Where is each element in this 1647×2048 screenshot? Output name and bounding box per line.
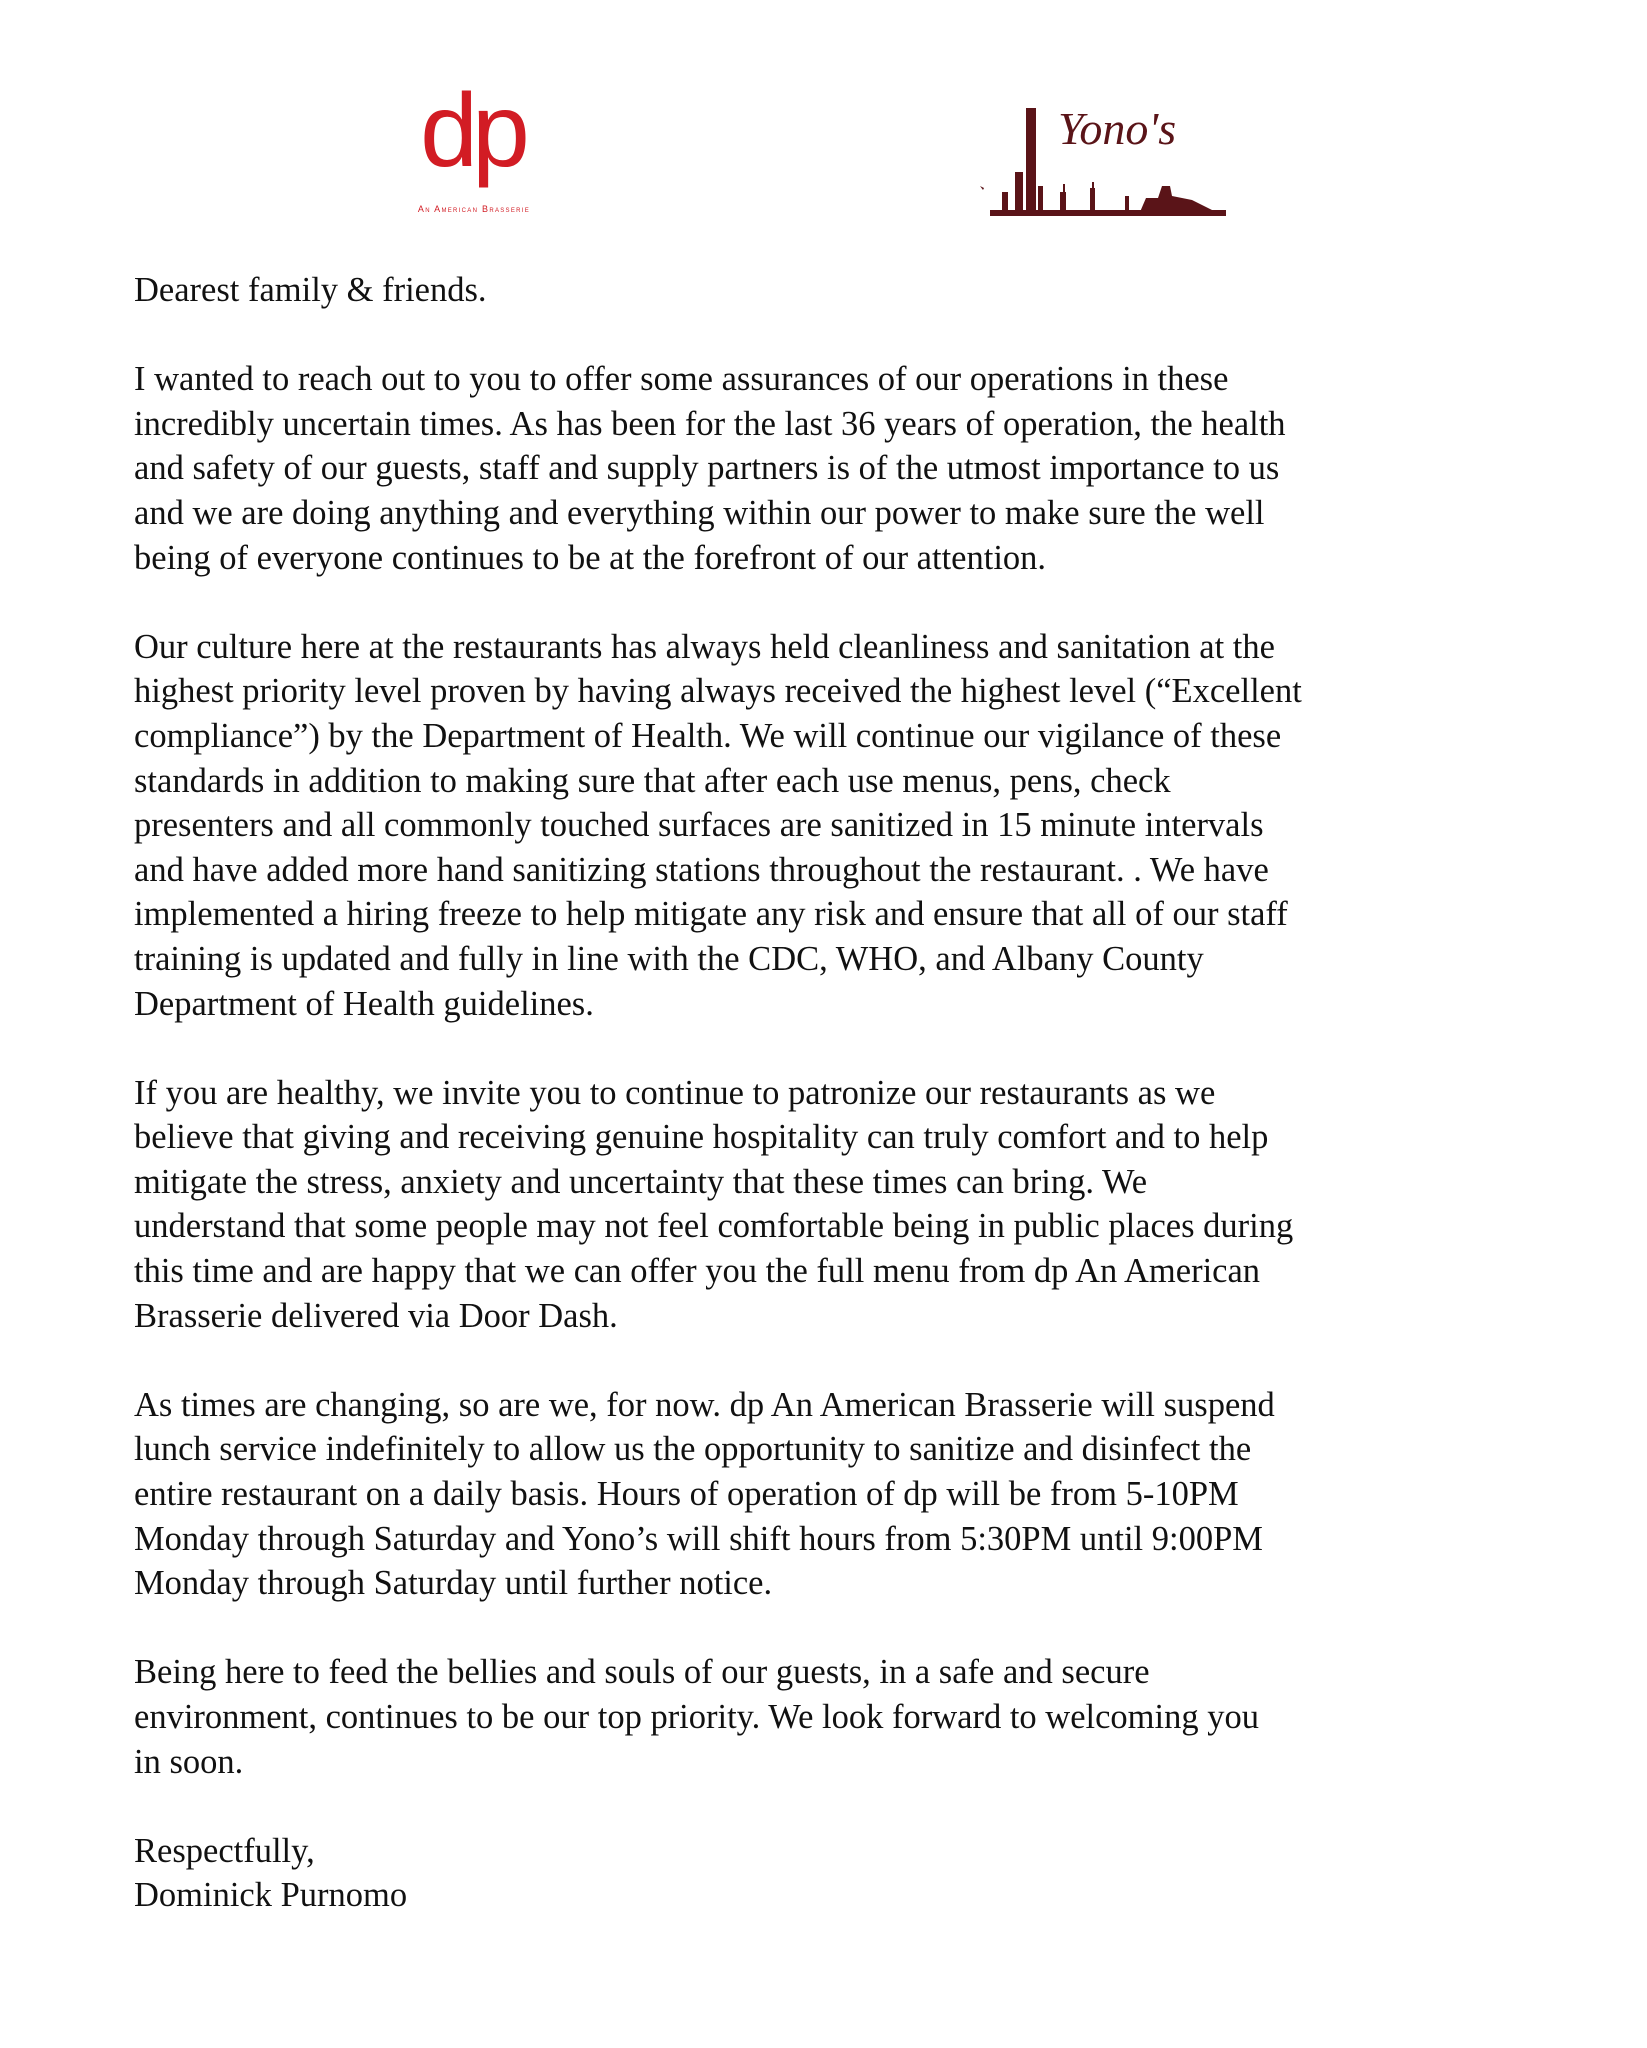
letter-closing-block	[134, 1829, 1524, 1918]
yonos-logo-script: Yono's	[1058, 103, 1177, 154]
letter-signature: Dominick Purnomo	[134, 1876, 408, 1915]
dp-logo-tagline: An American Brasserie	[417, 204, 531, 214]
letter-paragraph-culture: Our culture here at the restaurants has always held cleanliness and sanitation at the highest priority level proven by having always received the highest level (“Excellent compliance”) by the Department of Health. We will continue our vigilance of these standards in addition to making sure that after each use menus, pens, check presenters and all commonly touched surfaces are sanitized in 15 minute intervals and have added more hand sanitizing stations throughout the restaurant. . We have implemented a hiring freeze to help mitigate any risk and ensure that all of our staff training is updated and fully in line with the CDC, WHO, and Albany County Department of Health guidelines.	[134, 627, 1302, 1023]
letter-paragraph-operations: I wanted to reach out to you to offer some assurances of our operations in these incredibly uncertain times. As has been for the last 36 years of operation, the health and safety of our guests, staff and supply partners is of the utmost importance to us and we are doing anything and everything within our power to make sure the well being of everyone continues to be at the forefront of our attention.	[134, 360, 1286, 577]
letter-body	[134, 268, 1524, 1918]
letter-paragraph-hours: As times are changing, so are we, for now. dp An American Brasserie will suspend lunch service indefinitely to allow us the opportunity to sanitize and disinfect the entire restaurant on a daily basis. Hours of operation of dp will be from 5-10PM Monday through Saturday and Yono’s will shift hours from 5:30PM until 9:00PM Monday through Saturday until further notice.	[134, 1385, 1275, 1603]
letter-paragraph-healthy: If you are healthy, we invite you to continue to patronize our restaurants as we believe that giving and receiving genuine hospitality can truly comfort and to help mitigate the stress, anxiety and uncertainty that these times can bring. We understand that some people may not feel comfortable being in public places during this time and are happy that we can offer you the full menu from dp An American Brasserie delivered via Door Dash.	[134, 1073, 1294, 1335]
dp-logo	[390, 88, 570, 218]
dp-logo-mark: dp	[420, 88, 524, 189]
letter-greeting: Dearest family & friends.	[134, 271, 487, 309]
yonos-logo	[980, 100, 1240, 220]
letter-closing: Respectfully,	[134, 1831, 315, 1870]
letter-paragraph-priority: Being here to feed the bellies and souls of our guests, in a safe and secure environment, continues to be our top priority. We look forward to welcoming you in soon.	[134, 1653, 1259, 1781]
